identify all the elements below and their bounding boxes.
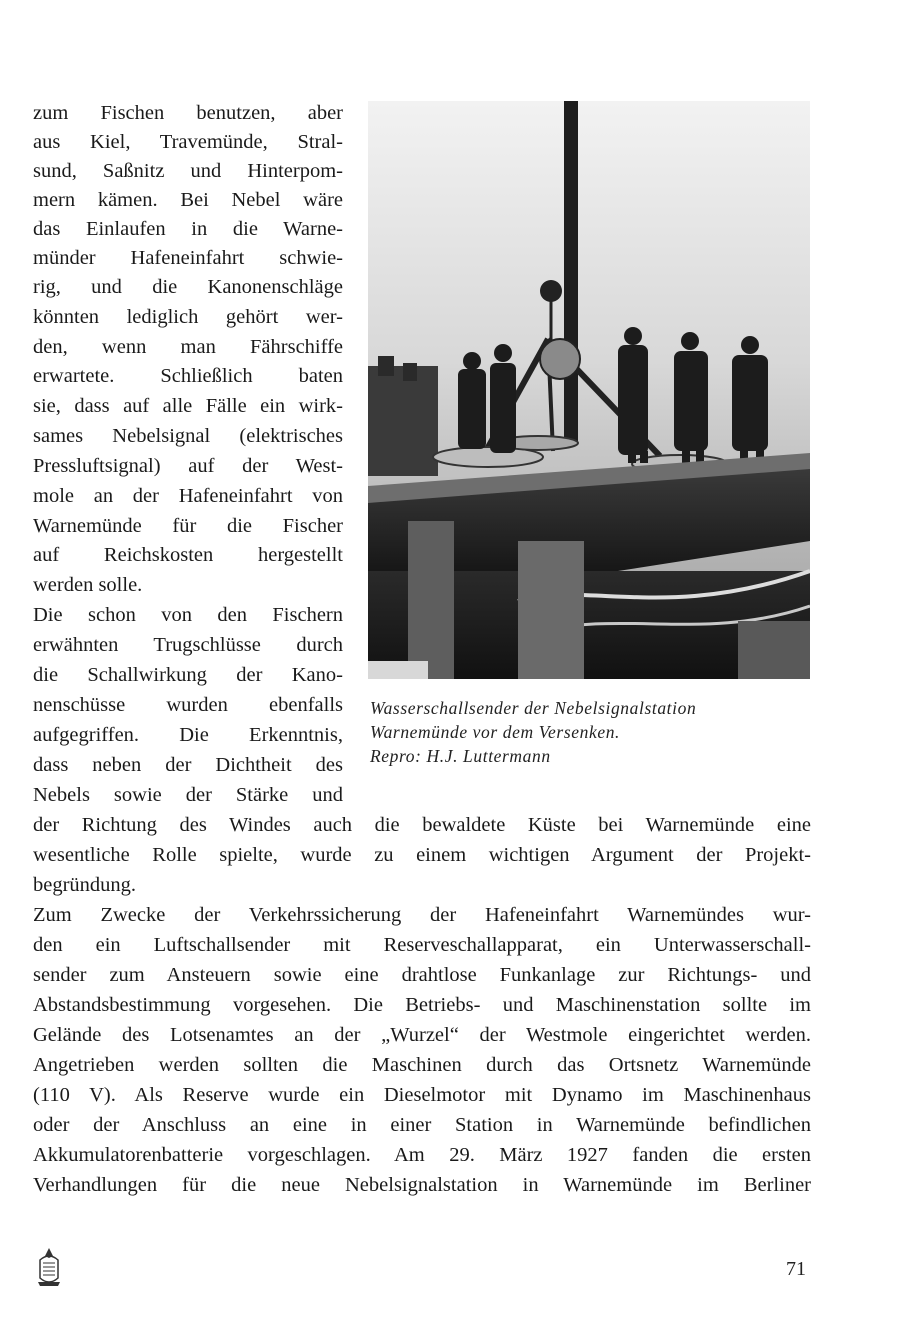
text-line: zum Fischen benutzen, aber xyxy=(33,102,343,124)
text-line: mern kämen. Bei Nebel wäre xyxy=(33,189,343,211)
text-line: sie, dass auf alle Fälle ein wirk- xyxy=(33,395,343,417)
text-line: Gelände des Lotsenamtes an der „Wurzel“ der Westmole eingerichtet werden. xyxy=(33,1024,811,1046)
text-line: den ein Luftschallsender mit Reserveschallapparat, ein Unterwasserschall- xyxy=(33,934,811,956)
text-line: münder Hafeneinfahrt schwie- xyxy=(33,247,343,269)
text-line: Die schon von den Fischern xyxy=(33,604,343,626)
text-line: Angetrieben werden sollten die Maschinen durch das Ortsnetz Warnemünde xyxy=(33,1054,811,1076)
text-line: aus Kiel, Travemünde, Stral- xyxy=(33,131,343,153)
text-line: Akkumulatorenbatterie vorgeschlagen. Am 29. März 1927 fanden die ersten xyxy=(33,1144,811,1166)
figure-caption-credit: Repro: H.J. Luttermann xyxy=(370,746,551,766)
text-line: sund, Saßnitz und Hinterpom- xyxy=(33,160,343,182)
text-line: sames Nebelsignal (elektrisches xyxy=(33,425,343,447)
text-line: das Einlaufen in die Warne- xyxy=(33,218,343,240)
text-line: sender zum Ansteuern sowie eine drahtlose Funkanlage zur Richtungs- und xyxy=(33,964,811,986)
text-line: begründung. xyxy=(33,874,137,896)
figure-caption-line: Warnemünde vor dem Versenken. xyxy=(370,722,621,742)
text-line: könnten lediglich gehört wer- xyxy=(33,306,343,328)
emblem-icon xyxy=(34,1246,64,1288)
text-line: (110 V). Als Reserve wurde ein Dieselmotor mit Dynamo im Maschinenhaus xyxy=(33,1084,811,1106)
text-line: erwartete. Schließlich baten xyxy=(33,365,343,387)
text-line: auf Reichskosten hergestellt xyxy=(33,544,343,566)
text-line: erwähnten Trugschlüsse durch xyxy=(33,634,343,656)
text-line: die Schallwirkung der Kano- xyxy=(33,664,343,686)
text-line: der Richtung des Windes auch die bewaldete Küste bei Warnemünde eine xyxy=(33,814,811,836)
text-line: werden solle. xyxy=(33,574,143,596)
text-line: mole an der Hafeneinfahrt von xyxy=(33,485,343,507)
text-line: den, wenn man Fährschiffe xyxy=(33,336,343,358)
text-line: Pressluftsignal) auf der West- xyxy=(33,455,343,477)
figure-caption-line: Wasserschallsender der Nebelsignalstation xyxy=(370,698,697,718)
text-line: aufgegriffen. Die Erkenntnis, xyxy=(33,724,343,746)
text-line: Nebels sowie der Stärke und xyxy=(33,784,343,806)
text-line: dass neben der Dichtheit des xyxy=(33,754,343,776)
text-line: rig, und die Kanonenschläge xyxy=(33,276,343,298)
historic-photo xyxy=(368,101,810,679)
text-line: wesentliche Rolle spielte, wurde zu einem wichtigen Argument der Projekt- xyxy=(33,844,811,866)
text-line: Zum Zwecke der Verkehrssicherung der Hafeneinfahrt Warnemündes wur- xyxy=(33,904,811,926)
page-number: 71 xyxy=(786,1258,806,1280)
text-line: nenschüsse wurden ebenfalls xyxy=(33,694,343,716)
text-line: Verhandlungen für die neue Nebelsignalstation in Warnemünde im Berliner xyxy=(33,1174,811,1196)
text-line: Warnemünde für die Fischer xyxy=(33,515,343,537)
text-line: oder der Anschluss an eine in einer Station in Warnemünde befindlichen xyxy=(33,1114,811,1136)
photo-illustration xyxy=(368,101,810,679)
text-line: Abstandsbestimmung vorgesehen. Die Betriebs- und Maschinenstation sollte im xyxy=(33,994,811,1016)
